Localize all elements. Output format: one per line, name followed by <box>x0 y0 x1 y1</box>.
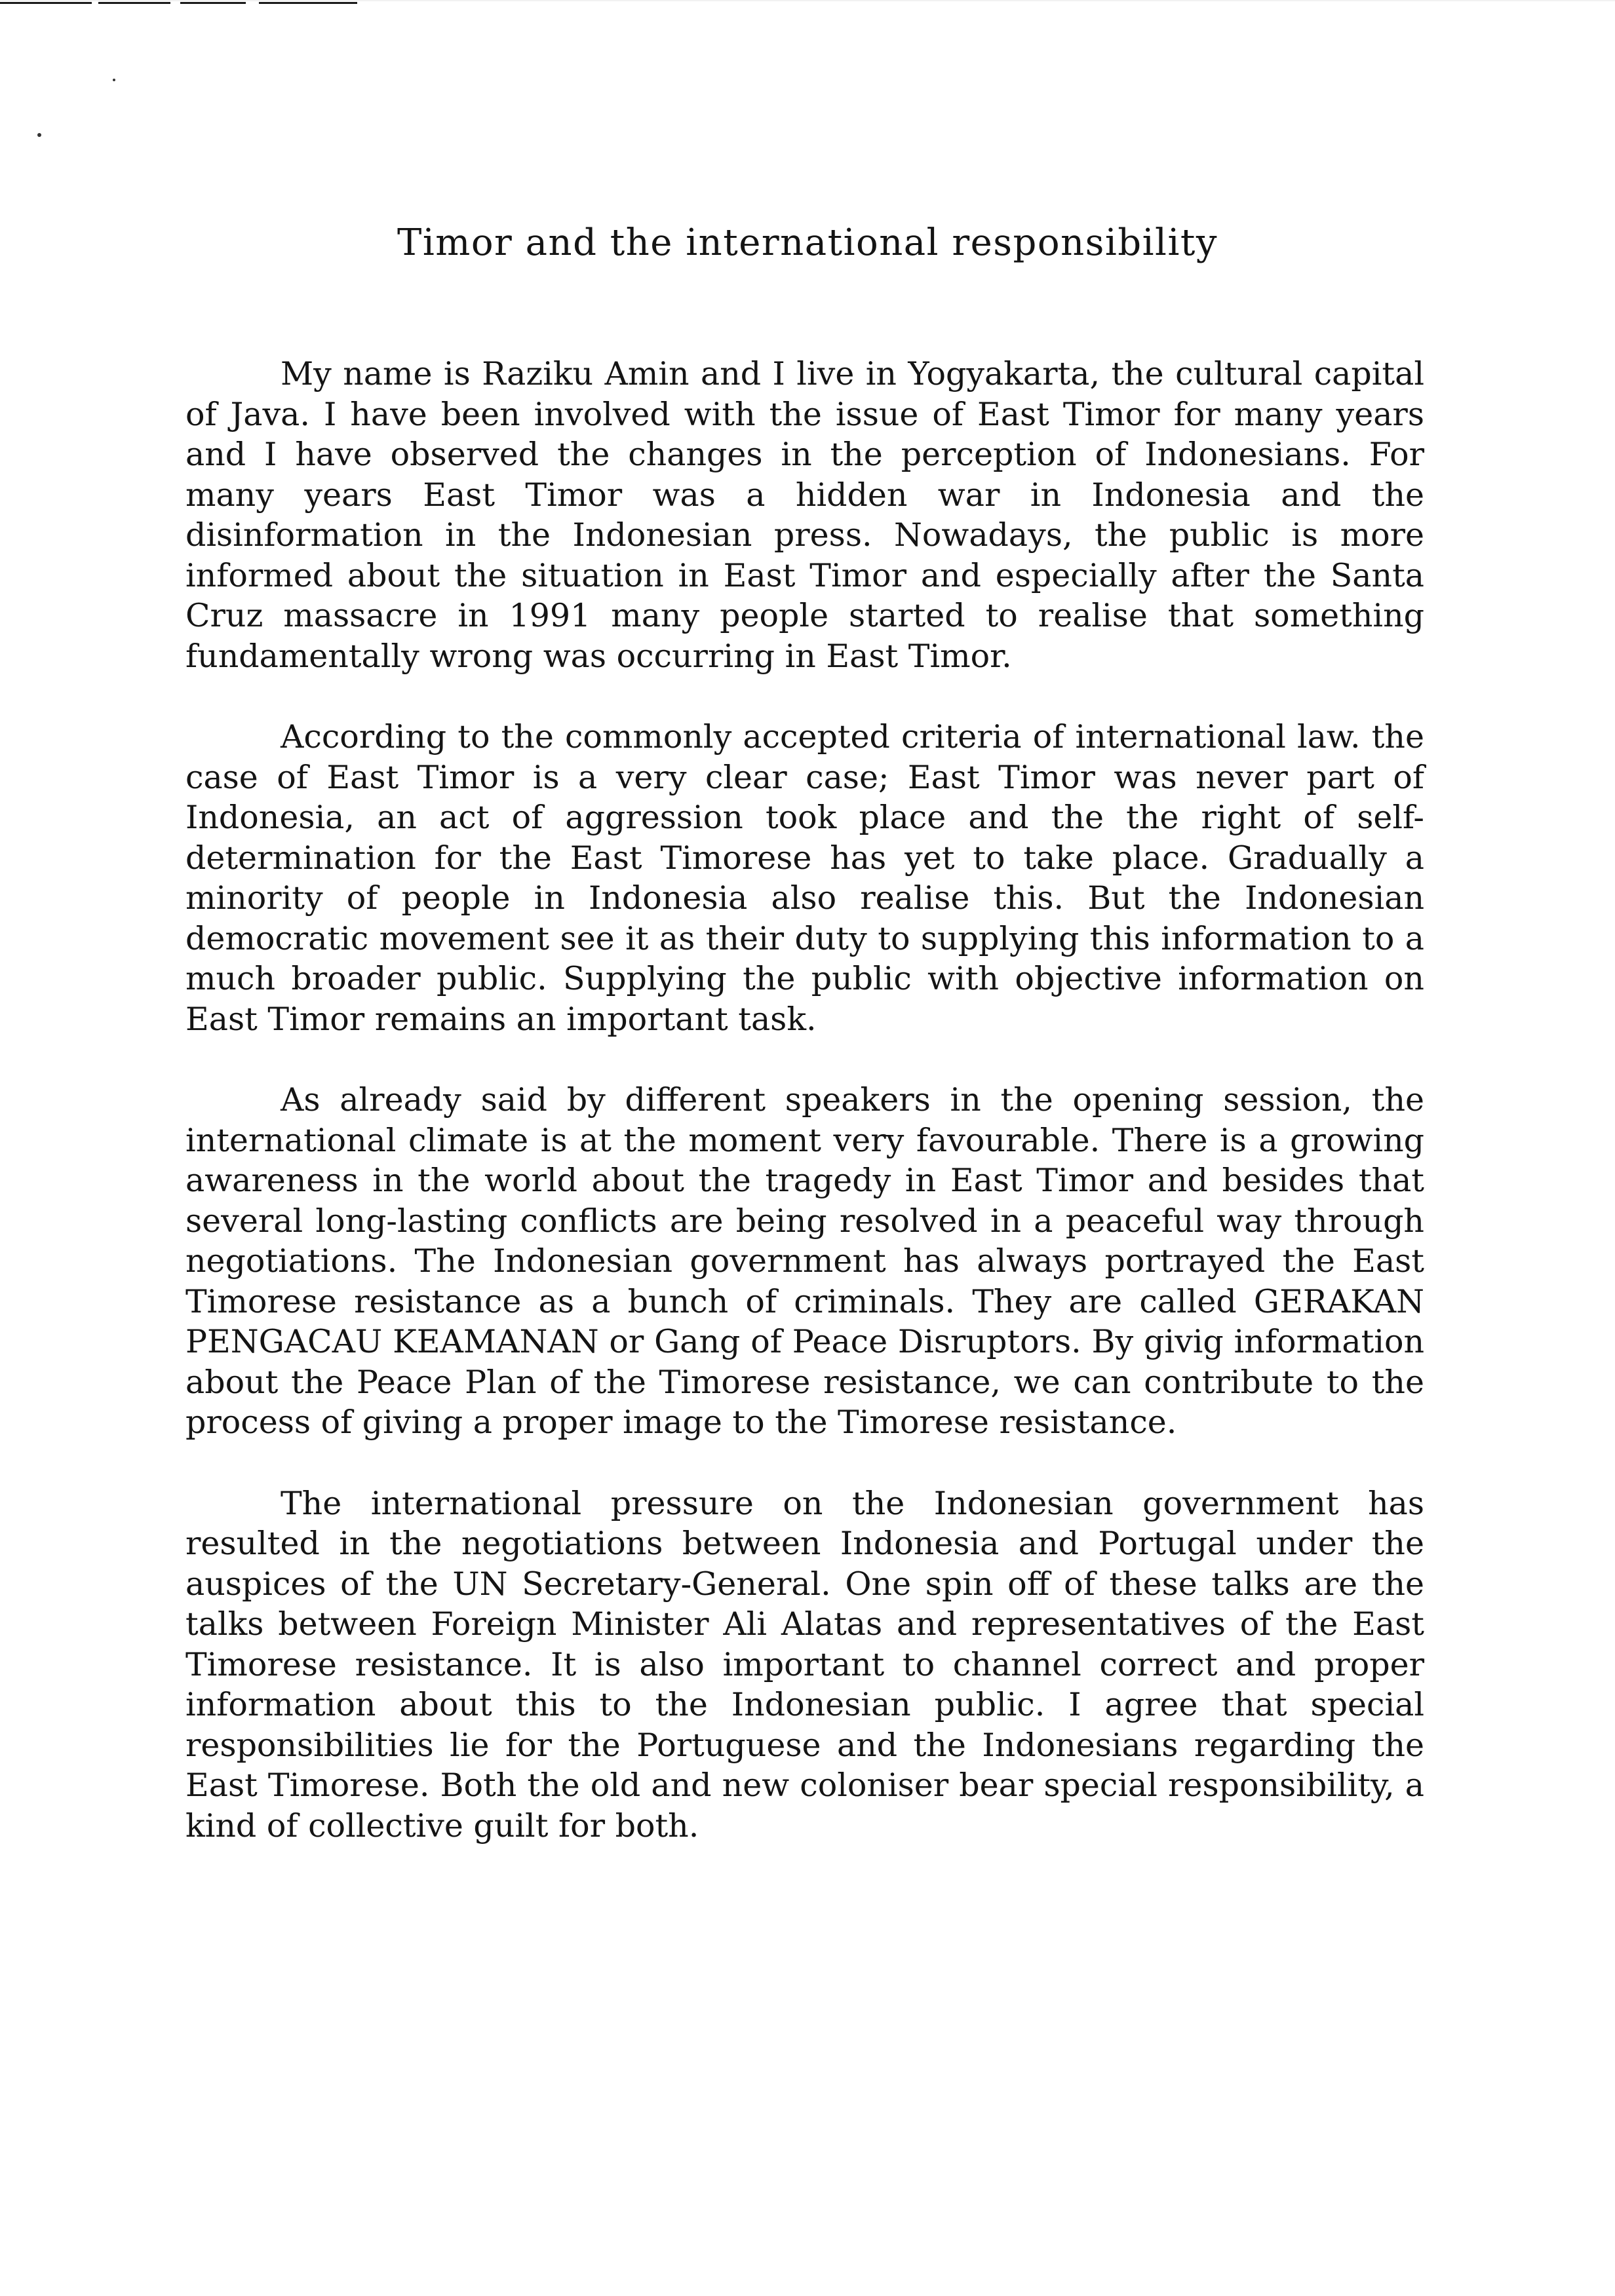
body-paragraph: The international pressure on the Indonesian government has resulted in the negotiations between Indonesia and Portugal under the auspices of the UN Secretary-General. One spin off of these talks are the talks between Foreign Minister Ali Alatas and representatives of the East Timorese resistance. It is also important to channel correct and proper information about this to the Indonesian public. I agree that special responsibilities lie for the Portuguese and the Indonesians regarding the East Timorese. Both the old and new coloniser bear special responsibility, a kind of collective guilt for both. <box>185 1484 1424 1845</box>
body-paragraph: My name is Raziku Amin and I live in Yogyakarta, the cultural capital of Java. I have been involved with the issue of East Timor for many years and I have observed the changes in the perception of Indonesians. For many years East Timor was a hidden war in Indonesia and the disinformation in the Indonesian press. Nowadays, the public is more informed about the situation in East Timor and especially after the Santa Cruz massacre in 1991 many people started to realise that something fundamentally wrong was occurring in East Timor. <box>185 355 1424 675</box>
document-body <box>185 354 1424 1886</box>
body-paragraph: As already said by different speakers in the opening session, the international climate is at the moment very favourable. There is a growing awareness in the world about the tragedy in East Timor and besides that several long-lasting conflicts are being resolved in a peaceful way through negotiations. The Indonesian government has always portrayed the East Timorese resistance as a bunch of criminals. They are called GERAKAN PENGACAU KEAMANAN or Gang of Peace Disruptors. By givig information about the Peace Plan of the Timorese resistance, we can contribute to the process of giving a proper image to the Timorese resistance. <box>185 1081 1424 1441</box>
document-title: Timor and the international responsibility <box>397 221 1218 264</box>
scan-artifact-line <box>0 2 92 4</box>
scan-artifact-line <box>259 2 357 4</box>
body-paragraph: According to the commonly accepted criteria of international law. the case of East Timor is a very clear case; East Timor was never part of Indonesia, an act of aggression took place and the the right of self-determination for the East Timorese has yet to take place. Gradually a minority of people in Indonesia also realise this. But the Indonesian democratic movement see it as their duty to supplying this information to a much broader public. Supplying the public with objective information on East Timor remains an important task. <box>185 718 1424 1038</box>
scan-artifact-line <box>98 2 170 4</box>
scan-speck <box>37 133 41 137</box>
page-top-edge <box>0 0 1615 1</box>
scan-speck <box>113 79 115 81</box>
scan-artifact-line <box>180 2 246 4</box>
